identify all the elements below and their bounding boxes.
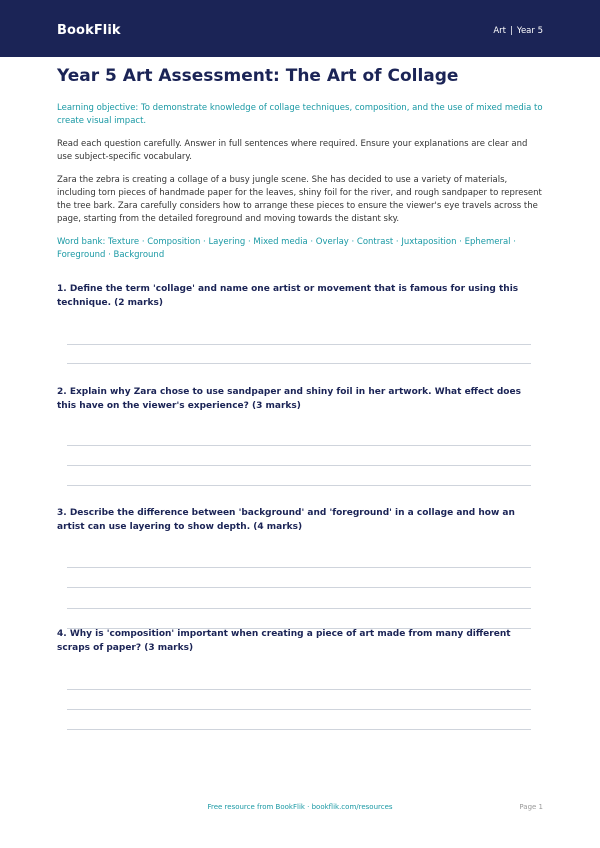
answer-line[interactable] — [67, 363, 531, 364]
question-text: 1. Define the term 'collage' and name one artist or movement that is famous for using this technique. (2 marks) — [57, 284, 519, 308]
answer-line[interactable] — [67, 709, 531, 710]
answer-line[interactable] — [67, 465, 531, 466]
scenario-text: Zara the zebra is creating a collage of a busy jungle scene. She has decided to use a variety of materials, including torn pieces of handmade paper for the leaves, shiny foil for the river, and rough sandpaper to represent the tree bark. Zara carefully considers how to arrange these pieces to ensure the viewer's eye travels across the page, starting from the detailed foreground and moving towards the distant sky. — [57, 175, 542, 224]
instructions: Read each question carefully. Answer in full sentences where required. Ensure your explanations are clear and use subject-specific vocabulary. — [57, 139, 528, 162]
footer-resource-link[interactable]: Free resource from BookFlik · bookflik.com/resources — [207, 803, 393, 811]
answer-line[interactable] — [67, 445, 531, 446]
answer-line[interactable] — [67, 689, 531, 690]
header-bar — [0, 0, 600, 57]
page-title: Year 5 Art Assessment: The Art of Collage — [57, 66, 459, 86]
word-bank: Word bank: Texture · Composition · Layering · Mixed media · Overlay · Contrast · Juxtaposition · Ephemeral · Foreground · Background — [57, 237, 516, 260]
breadcrumb-year[interactable]: Year 5 — [516, 26, 543, 36]
question-text: 3. Describe the difference between 'background' and 'foreground' in a collage and how an artist can use layering to show depth. (4 marks) — [57, 508, 515, 532]
question-text: 4. Why is 'composition' important when creating a piece of art made from many different scraps of paper? (3 marks) — [57, 629, 511, 653]
learning-objective: Learning objective: To demonstrate knowledge of collage techniques, composition, and the use of mixed media to create visual impact. — [57, 103, 543, 126]
answer-line[interactable] — [67, 608, 531, 609]
answer-line[interactable] — [67, 567, 531, 568]
intro-section — [57, 64, 543, 262]
breadcrumb-separator: | — [510, 26, 513, 36]
breadcrumb-subject[interactable]: Art — [493, 26, 507, 36]
brand-logo[interactable]: BookFlik — [57, 23, 121, 38]
answer-line[interactable] — [67, 344, 531, 345]
question-text: 2. Explain why Zara chose to use sandpaper and shiny foil in her artwork. What effect does this have on the viewer's experience? (3 marks) — [57, 387, 521, 411]
page-number: Page 1 — [519, 803, 543, 811]
answer-line[interactable] — [67, 729, 531, 730]
question-3 — [57, 506, 543, 534]
question-4 — [57, 627, 543, 655]
answer-line[interactable] — [67, 587, 531, 588]
breadcrumb — [493, 26, 543, 36]
question-2 — [57, 385, 543, 413]
answer-line[interactable] — [67, 485, 531, 486]
question-1 — [57, 282, 543, 310]
